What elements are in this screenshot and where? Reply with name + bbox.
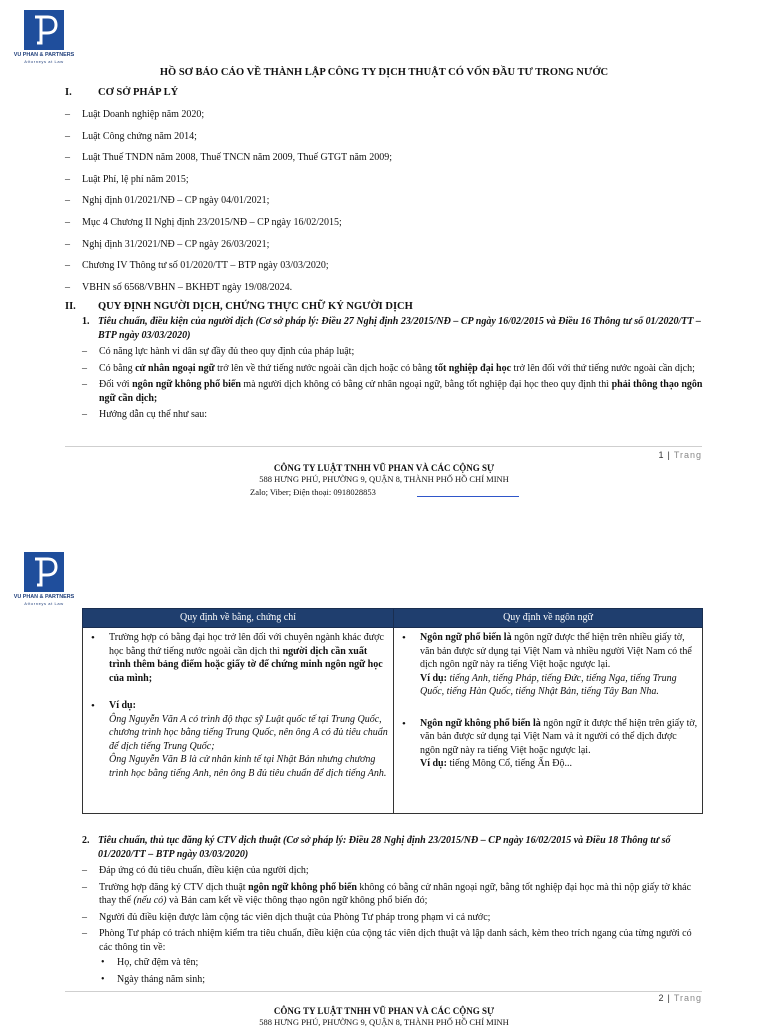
list-item: – Đối với ngôn ngữ không phổ biến mà người dịch không có bằng cử nhân ngoại ngữ, bằng tốt nghiệp đại học theo quy định thì phải thông thạo ngôn ngữ cần dịch;	[82, 378, 707, 405]
list-item: – Người đủ điều kiện được làm cộng tác viên dịch thuật của Phòng Tư pháp trong phạm vi cả nước;	[82, 911, 707, 925]
list-item: – Nghị định 31/2021/NĐ – CP ngày 26/03/2021;	[65, 238, 715, 260]
footer-address: 588 HƯNG PHÚ, PHƯỜNG 9, QUẬN 8, THÀNH PHỐ HỒ CHÍ MINH	[259, 1017, 509, 1028]
page-number: 2 | Trang	[658, 993, 702, 1003]
list-item: – Chương IV Thông tư số 01/2020/TT – BTP ngày 03/03/2020;	[65, 259, 715, 281]
list-item: • Ngày tháng năm sinh;	[99, 973, 707, 987]
logo-mark	[24, 10, 64, 50]
footer-divider	[65, 446, 702, 447]
subsection-1	[82, 315, 704, 342]
section-number: I.	[65, 87, 72, 98]
list-item: – Luật Doanh nghiệp năm 2020;	[65, 108, 715, 130]
logo-tagline: Attorneys at Law	[24, 601, 64, 607]
list-item: • Ví dụ: Ông Nguyễn Văn A có trình độ thạc sỹ Luật quốc tế tại Trung Quốc, chương trình học bằng tiếng Trung Quốc, nên ông A có đủ tiêu chuẩn để dịch tiếng Trung Quốc; Ông Nguyễn Văn B là cử nhân kinh tế tại Nhật Bản nhưng chương trình học bằng tiếng Anh, nên ông B đủ tiêu chuẩn để dịch tiếng Anh.	[87, 699, 389, 780]
footer-divider	[65, 991, 702, 992]
list-item: – Nghị định 01/2021/NĐ – CP ngày 04/01/2021;	[65, 194, 715, 216]
table-header-languages: Quy định về ngôn ngữ	[394, 609, 703, 628]
list-item: – Hướng dẫn cụ thể như sau:	[82, 408, 707, 422]
section-title: CƠ SỞ PHÁP LÝ	[98, 87, 179, 98]
list-item: – Luật Thuế TNDN năm 2008, Thuế TNCN năm 2009, Thuế GTGT năm 2009;	[65, 151, 715, 173]
page-1	[0, 0, 768, 512]
list-item: – VBHN số 6568/VBHN – BKHĐT ngày 19/08/2024.	[65, 281, 715, 303]
footer-address: 588 HƯNG PHÚ, PHƯỜNG 9, QUẬN 8, THÀNH PHỐ HỒ CHÍ MINH	[259, 474, 509, 485]
list-item: • Ngôn ngữ phổ biến là ngôn ngữ được thể hiện trên nhiều giấy tờ, văn bản được sử dụng tại Việt Nam và nhiều người Việt Nam có thể dịch ngôn ngữ này ra tiếng Việt hoặc ngược lại. Ví dụ: tiếng Anh, tiếng Pháp, tiếng Đức, tiếng Nga, tiếng Trung Quốc, tiếng Hàn Quốc, tiếng Nhật Bản, tiếng Tây Ban Nha.	[398, 631, 698, 699]
list-item: – Luật Công chứng năm 2014;	[65, 130, 715, 152]
example-2: Ông Nguyễn Văn B là cử nhân kinh tế tại Nhật Bản nhưng chương trình học bằng tiếng Anh, nên ông B đủ tiêu chuẩn để dịch tiếng Anh.	[109, 754, 387, 779]
list-item: – Phòng Tư pháp có trách nhiệm kiểm tra tiêu chuẩn, điều kiện của cộng tác viên dịch thuật và lập danh sách, kèm theo trích ngang của từng người có các thông tin về: • Họ, chữ đệm và tên; • Ngày tháng năm sinh;	[82, 927, 707, 986]
subsection-2	[82, 834, 704, 861]
logo-brand: VU PHAN & PARTNERS	[13, 52, 75, 58]
legal-basis-list	[65, 108, 715, 302]
subsection-title: Tiêu chuẩn, thủ tục đăng ký CTV dịch thuật (Cơ sở pháp lý: Điều 28 Nghị định 23/2015/NĐ – CP ngày 16/02/2015 và Điều 18 Thông tư số 01/2020/TT – BTP ngày 03/03/2020)	[98, 835, 671, 860]
table-cell-certificates	[83, 628, 394, 814]
footer-contact: Zalo; Viber; Điện thoại: 0918028853	[250, 487, 376, 497]
list-item: – Luật Phí, lệ phí năm 2015;	[65, 173, 715, 195]
logo-mark	[24, 552, 64, 592]
page-number: 1 | Trang	[658, 450, 702, 460]
subsection-number: 1.	[82, 316, 90, 327]
list-item: • Họ, chữ đệm và tên;	[99, 956, 707, 970]
info-list	[99, 956, 707, 986]
example-1: Ông Nguyễn Văn A có trình độ thạc sỹ Luật quốc tế tại Trung Quốc, chương trình học bằng tiếng Trung Quốc, nên ông A có đủ tiêu chuẩn để dịch tiếng Trung Quốc;	[109, 713, 388, 752]
page-2	[0, 542, 768, 1028]
registration-list	[82, 864, 707, 989]
subsection-number: 2.	[82, 835, 90, 846]
list-item: – Có năng lực hành vi dân sự đầy đủ theo quy định của pháp luật;	[82, 345, 707, 359]
list-item: – Trường hợp đăng ký CTV dịch thuật ngôn ngữ không phổ biến không có bằng cử nhân ngoại ngữ, bằng tốt nghiệp đại học mà thì nộp giấy tờ khác thay thế (nếu có) và Bản cam kết về việc thông thạo ngôn ngữ không phổ biến đó;	[82, 881, 707, 908]
page-footer	[0, 1005, 768, 1029]
list-item: – Đáp ứng có đủ tiêu chuẩn, điều kiện của người dịch;	[82, 864, 707, 878]
logo-brand: VU PHAN & PARTNERS	[13, 594, 75, 600]
requirements-table	[82, 608, 703, 814]
section-2-heading	[65, 300, 413, 314]
conditions-list	[82, 345, 707, 425]
list-item: • Trường hợp có bằng đại học trở lên đối với chuyên ngành khác được học bằng thứ tiếng nước ngoài cần dịch thì người dịch cần xuất trình thêm bảng điểm hoặc giấy tờ để chứng minh ngôn ngữ học của mình;	[87, 631, 389, 685]
list-item: • Ngôn ngữ không phổ biến là ngôn ngữ ít được thể hiện trên giấy tờ, văn bản được sử dụng tại Việt Nam và ít người có thể dịch được ngôn ngữ này ra tiếng Việt hoặc ngược lại. Ví dụ: tiếng Mông Cổ, tiếng Ấn Độ...	[398, 717, 698, 771]
logo-tagline: Attorneys at Law	[24, 59, 64, 65]
firm-logo	[7, 10, 81, 65]
table-cell-languages	[394, 628, 703, 814]
page-footer	[0, 462, 768, 486]
list-item: – Mục 4 Chương II Nghị định 23/2015/NĐ – CP ngày 16/02/2015;	[65, 216, 715, 238]
section-1-heading	[65, 86, 178, 100]
document-title: HỒ SƠ BÁO CÁO VỀ THÀNH LẬP CÔNG TY DỊCH THUẬT CÓ VỐN ĐẦU TƯ TRONG NƯỚC	[159, 67, 609, 78]
section-number: II.	[65, 301, 76, 312]
footer-firm-name: CÔNG TY LUẬT TNHH VŨ PHAN VÀ CÁC CỘNG SỰ	[273, 463, 495, 473]
footer-email-link[interactable]	[417, 496, 519, 497]
page-gap	[0, 512, 768, 542]
section-title: QUY ĐỊNH NGƯỜI DỊCH, CHỨNG THỰC CHỮ KÝ NGƯỜI DỊCH	[98, 301, 413, 312]
table-header-certificates: Quy định về bằng, chứng chỉ	[83, 609, 394, 628]
footer-firm-name: CÔNG TY LUẬT TNHH VŨ PHAN VÀ CÁC CỘNG SỰ	[273, 1006, 495, 1016]
firm-logo	[7, 552, 81, 607]
subsection-title: Tiêu chuẩn, điều kiện của người dịch (Cơ sở pháp lý: Điều 27 Nghị định 23/2015/NĐ – CP ngày 16/02/2015 và Điều 16 Thông tư số 01/2020/TT – BTP ngày 03/03/2020)	[98, 316, 701, 341]
list-item: – Có bằng cử nhân ngoại ngữ trở lên về thứ tiếng nước ngoài cần dịch hoặc có bằng tốt nghiệp đại học trở lên đối với thứ tiếng nước ngoài cần dịch;	[82, 362, 707, 376]
